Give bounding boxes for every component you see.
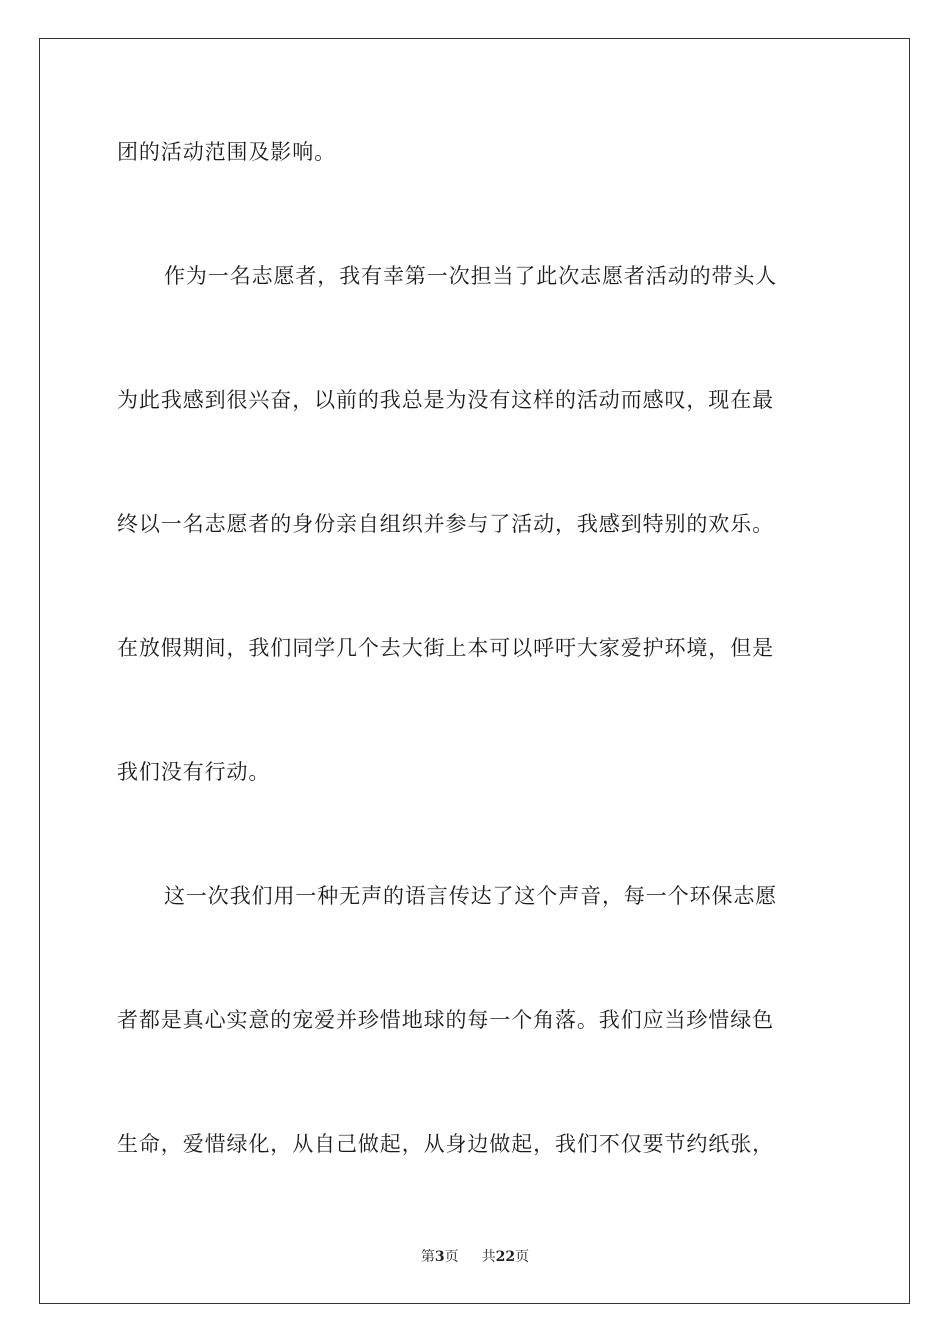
total-pages: 22 — [495, 1249, 516, 1265]
total-prefix: 共 — [481, 1249, 496, 1265]
text-line-9: 生命，爱惜绿化，从自己做起，从身边做起，我们不仅要节约纸张， — [117, 1132, 774, 1156]
text-line-7: 这一次我们用一种无声的语言传达了这个声音，每一个环保志愿 — [164, 884, 778, 908]
text-line-4: 终以一名志愿者的身份亲自组织并参与了活动，我感到特别的欢乐。 — [117, 512, 774, 536]
text-line-1: 团的活动范围及影响。 — [117, 140, 336, 164]
page-frame — [39, 38, 910, 1304]
total-suffix: 页 — [515, 1249, 530, 1265]
total-label — [482, 1249, 529, 1265]
page-number: 3 — [434, 1249, 445, 1265]
text-line-3: 为此我感到很兴奋，以前的我总是为没有这样的活动而感叹，现在最 — [117, 388, 774, 412]
page-suffix: 页 — [444, 1249, 459, 1265]
text-line-2: 作为一名志愿者，我有幸第一次担当了此次志愿者活动的带头人 — [164, 264, 778, 288]
text-line-8: 者都是真心实意的宠爱并珍惜地球的每一个角落。我们应当珍惜绿色 — [117, 1008, 774, 1032]
page-footer — [0, 1247, 950, 1267]
text-line-5: 在放假期间，我们同学几个去大街上本可以呼吁大家爱护环境，但是 — [117, 636, 774, 660]
page-prefix: 第 — [420, 1249, 435, 1265]
page-label — [421, 1249, 463, 1265]
text-line-6: 我们没有行动。 — [117, 760, 271, 784]
